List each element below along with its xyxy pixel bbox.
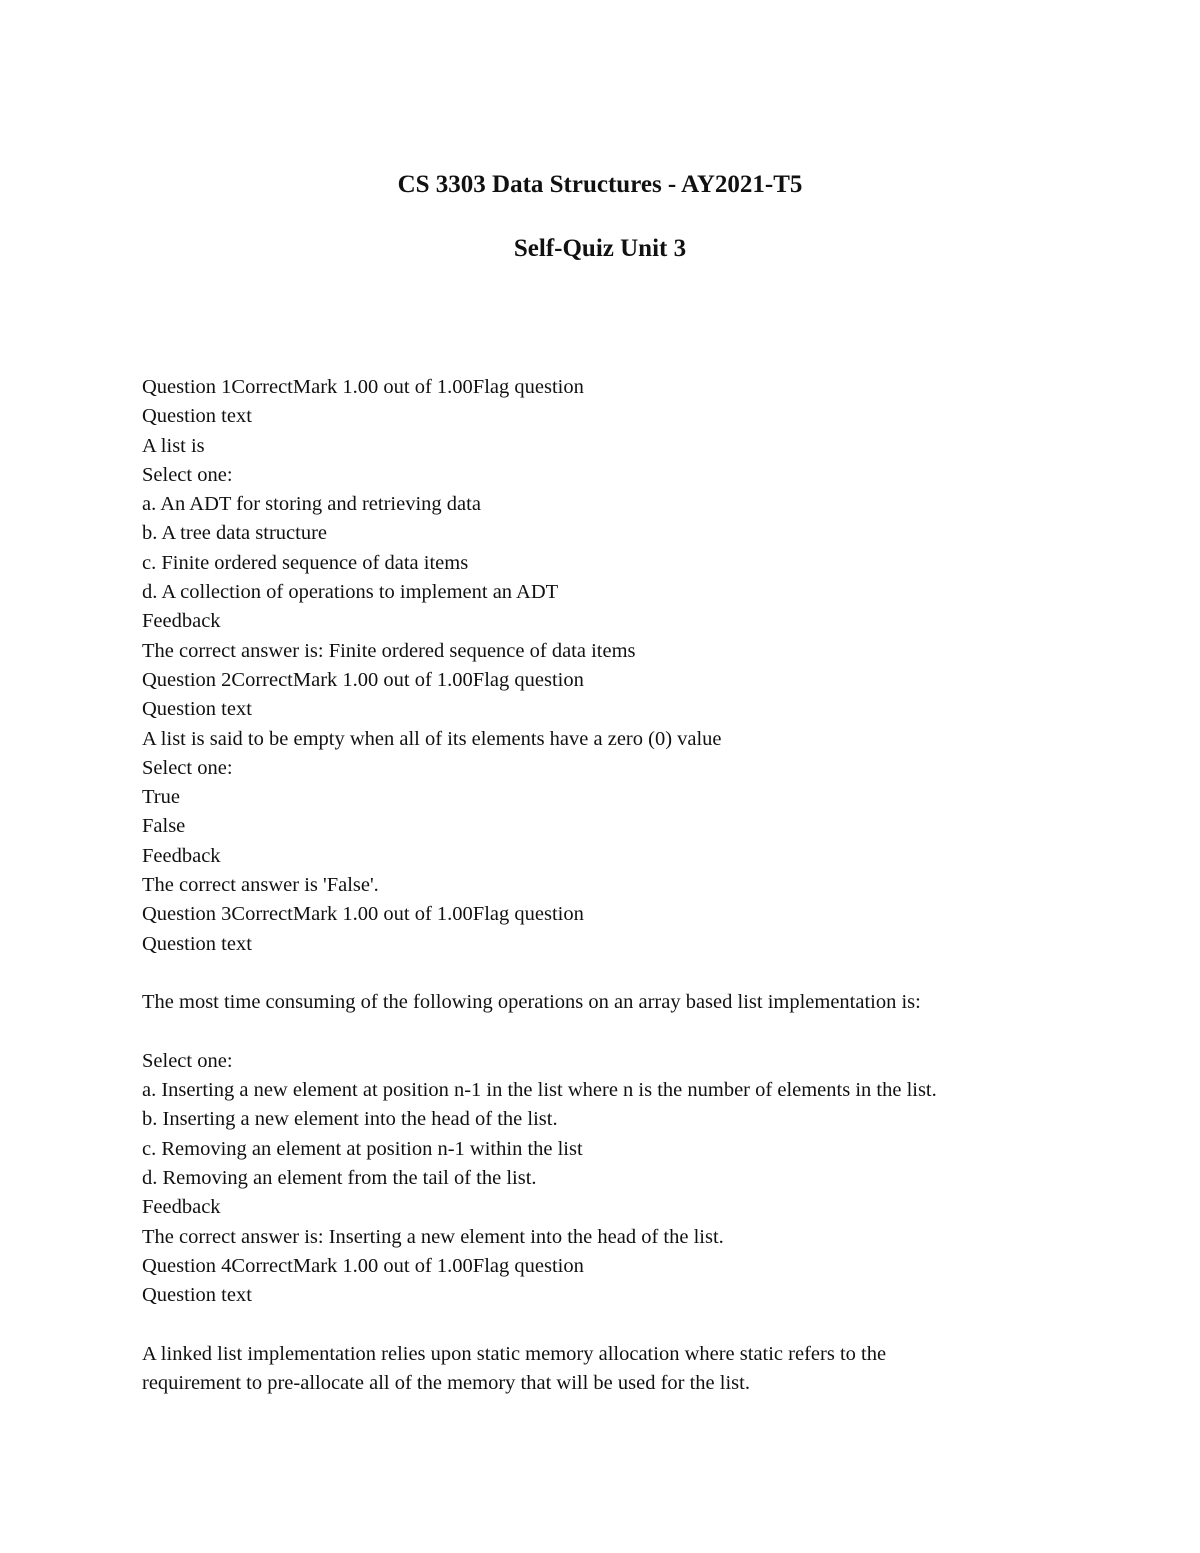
quiz-body xyxy=(142,373,1142,1398)
question-text-label: Question text xyxy=(142,698,252,721)
correct-answer: The correct answer is: Finite ordered sequence of data items xyxy=(142,639,636,662)
select-one-label: Select one: xyxy=(142,463,233,486)
question-header: Question 3CorrectMark 1.00 out of 1.00Flag question xyxy=(142,903,584,926)
question-text-label: Question text xyxy=(142,932,252,955)
answer-option: d. Removing an element from the tail of the list. xyxy=(142,1167,537,1190)
question-header: Question 2CorrectMark 1.00 out of 1.00Flag question xyxy=(142,668,584,691)
select-one-label: Select one: xyxy=(142,1049,233,1072)
feedback-label: Feedback xyxy=(142,610,221,633)
question-prompt: A list is xyxy=(142,434,205,457)
question-header: Question 1CorrectMark 1.00 out of 1.00Flag question xyxy=(142,376,584,398)
answer-option: b. A tree data structure xyxy=(142,522,328,545)
question-text-label: Question text xyxy=(142,405,252,428)
question-prompt: requirement to pre-allocate all of the memory that will be used for the list. xyxy=(142,1372,750,1395)
blank-line xyxy=(142,959,1142,988)
question-prompt: The most time consuming of the following operations on an array based list implementation is: xyxy=(142,991,921,1014)
correct-answer: The correct answer is 'False'. xyxy=(142,874,379,897)
question-prompt: A list is said to be empty when all of its elements have a zero (0) value xyxy=(142,727,722,750)
blank-line xyxy=(142,1311,1142,1340)
question-text-label: Question text xyxy=(142,1284,252,1307)
answer-option: a. An ADT for storing and retrieving data xyxy=(142,493,481,516)
blank-line xyxy=(142,1018,1142,1047)
document-title: CS 3303 Data Structures - AY2021-T5 xyxy=(397,171,803,198)
answer-option: False xyxy=(142,815,186,838)
answer-option: d. A collection of operations to implement an ADT xyxy=(142,581,559,604)
answer-option: b. Inserting a new element into the head of the list. xyxy=(142,1108,558,1131)
select-one-label: Select one: xyxy=(142,756,233,779)
answer-option: c. Finite ordered sequence of data items xyxy=(142,551,469,574)
feedback-label: Feedback xyxy=(142,1196,221,1219)
document-subtitle: Self-Quiz Unit 3 xyxy=(513,235,687,262)
answer-option: True xyxy=(142,786,180,809)
answer-option: a. Inserting a new element at position n-1 in the list where n is the number of elements in the list. xyxy=(142,1079,937,1102)
question-prompt: A linked list implementation relies upon static memory allocation where static refers to the xyxy=(142,1342,887,1365)
answer-option: c. Removing an element at position n-1 within the list xyxy=(142,1137,583,1160)
feedback-label: Feedback xyxy=(142,844,221,867)
question-header: Question 4CorrectMark 1.00 out of 1.00Flag question xyxy=(142,1254,584,1277)
correct-answer: The correct answer is: Inserting a new element into the head of the list. xyxy=(142,1225,724,1248)
